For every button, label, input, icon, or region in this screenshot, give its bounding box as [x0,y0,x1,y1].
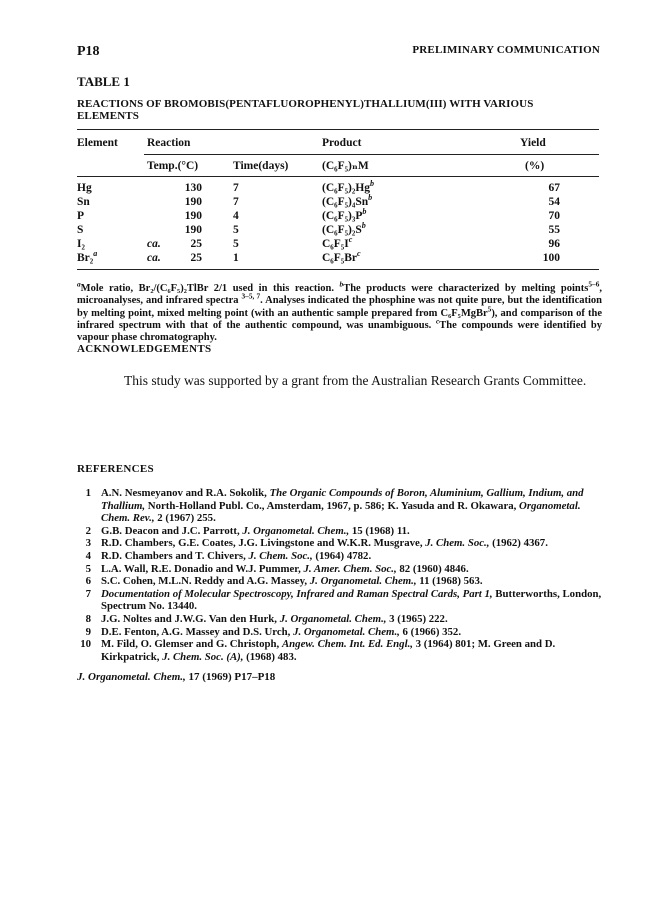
cell-temp: 25 [190,238,202,250]
col-header-temp: Temp.(°C) [147,160,199,172]
cell-time: 7 [233,182,239,194]
cell-product: C₆F₅Br$^c$ [322,249,361,264]
cell-temp: 190 [184,196,202,208]
cell-element: P [77,210,85,222]
cell-yield: 70 [548,210,560,222]
cell-element: Hg [77,182,92,194]
col-header-formula: (C₆F₅)ₙM [322,160,369,172]
reference-item: 3 R.D. Chambers, G.E. Coates, J.G. Livingstone and W.K.R. Musgrave, J. Chem. Soc., (1962) 4367. [85,537,548,550]
cell-product: (C₆F₅)₄Sn$^b$ [322,193,373,208]
col-header-yield-unit: (%) [525,160,545,172]
reference-item: 10 M. Fild, O. Glemser and G. Christoph, Angew. Chem. Int. Ed. Engl., 3 (1964) 801; M. Green and D. Kirkpatrick, J. Chem. Soc. (A), (1968) 483. [80,638,556,663]
cell-element: I₂ [77,238,85,250]
reference-list [77,487,602,663]
reference-item: 2 G.B. Deacon and J.C. Parrott, J. Organometal. Chem., 15 (1968) 11. [85,524,410,537]
cell-product: (C₆F₅)₂Hg$^b$ [322,179,375,194]
references-heading: REFERENCES [77,463,154,475]
cell-time: 7 [233,196,239,208]
cell-yield: 100 [542,252,560,264]
table-top-rule [77,129,599,130]
reference-item: 6 S.C. Cohen, M.L.N. Reddy and A.G. Massey, J. Organometal. Chem., 11 (1968) 563. [85,575,483,588]
reference-item: 9 D.E. Fenton, A.G. Massey and D.S. Urch, J. Organometal. Chem., 6 (1966) 352. [85,625,462,638]
cell-yield: 55 [548,224,560,236]
table-header-rule [144,154,599,155]
table-title: REACTIONS OF BROMOBIS(PENTAFLUOROPHENYL)THALLIUM(III) WITH VARIOUS ELEMENTS [77,98,534,122]
cell-yield: 96 [548,238,560,250]
table-bottom-rule [77,269,599,270]
col-header-product: Product [322,137,362,149]
cell-yield: 67 [548,182,560,194]
cell-temp: 190 [184,210,202,222]
reference-item: 8 J.G. Noltes and J.W.G. Van den Hurk, J. Organometal. Chem., 3 (1965) 222. [85,612,448,625]
cell-time: 1 [233,252,239,264]
col-header-time: Time(days) [233,160,289,172]
cell-element: Br₂$^a$ [77,249,98,264]
running-header: PRELIMINARY COMMUNICATION [412,44,600,56]
cell-yield: 54 [548,196,560,208]
reference-item: 7 Documentation of Molecular Spectroscopy, Infrared and Raman Spectral Cards, Part 1, Butterworths, London, Spectrum No. 13440. [85,587,602,613]
reference-item: 5 L.A. Wall, R.E. Donadio and W.J. Pummer, J. Amer. Chem. Soc., 82 (1960) 4846. [85,562,469,575]
cell-product: $C_6F_5I^c$ [322,235,353,250]
cell-approx: ca. [147,238,161,250]
col-header-yield: Yield [520,137,546,149]
cell-product: $(C_6F_5)_3P^b$ [322,207,367,222]
cell-product: $(C_6F_5)_2S^b$ [322,221,366,236]
cell-temp: 25 [190,252,202,264]
cell-element: Sn [77,196,90,208]
col-header-reaction: Reaction [147,137,191,149]
page-number: P18 [77,44,100,59]
reference-item: 4 R.D. Chambers and T. Chivers, J. Chem. Soc., (1964) 4782. [85,549,372,562]
reference-item: 1 A.N. Nesmeyanov and R.A. Sokolik, The Organic Compounds of Boron, Aluminium, Gallium, Indium, and Thallium, North-Holland Publ. Co., Amsterdam, 1967, p. 586; K. Yasuda and R. Okawara, Organometal. Chem. Rev., 2 (1967) 255. [85,487,584,525]
table-label: TABLE 1 [77,74,130,89]
acknowledgements-text: This study was supported by a grant from the Australian Research Grants Committee. [124,373,587,388]
cell-element: S [77,224,84,236]
cell-time: 5 [233,224,239,236]
cell-temp: 190 [184,224,202,236]
table-footnote: $^a$Mole ratio, Br₂/(C₆F₅)₂TlBr 2/1 used in this reaction. $^b$The products were characterized by melting points$^{5-6}$, microanalyses, and infrared spectra $^{3-5, 7}$. Analyses indicated the phosphine was not quite pure, but the identification by melting point, mixed melting point (with an authentic sample prepared from C₆F₅MgBr$^5$), and comparison of the infrared spectrum with that of the authentic compound, was unambiguous. $^c$The compounds were identified by vapour phase chromatography. [77,279,603,344]
journal-citation: J. Organometal. Chem., 17 (1969) P17–P18 [77,671,276,683]
cell-approx: ca. [147,252,161,264]
table-subheader-rule [77,176,599,177]
cell-time: 5 [233,238,239,250]
col-header-element: Element [77,137,118,149]
acknowledgements-heading: ACKNOWLEDGEMENTS [77,343,212,355]
cell-temp: 130 [184,182,202,194]
cell-time: 4 [233,210,239,222]
